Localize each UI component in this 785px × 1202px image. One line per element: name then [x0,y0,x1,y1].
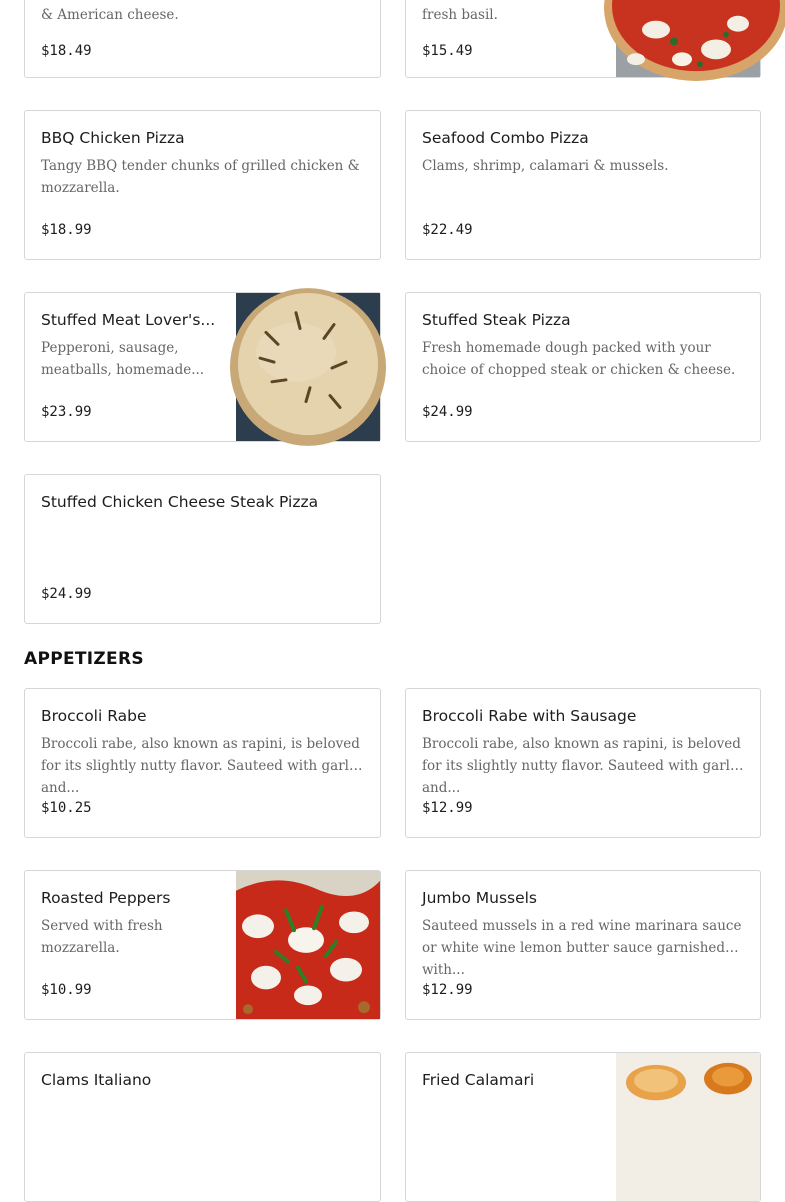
roasted-peppers-image [236,871,380,1019]
item-price: $22.49 [422,222,473,238]
item-description: Broccoli rabe, also known as rapini, is beloved for its slightly nutty flavor. Sauteed with garlic and... [422,736,742,796]
item-name: Roasted Peppers [41,889,171,907]
fried-calamari-image [616,1053,760,1201]
item-name: BBQ Chicken Pizza [41,129,185,147]
section-title-appetizers: APPETIZERS [24,649,144,669]
menu-item-card[interactable] [24,870,381,1020]
item-name: Jumbo Mussels [422,889,538,907]
menu-item-card[interactable] [405,870,761,1020]
item-name: Stuffed Chicken Cheese Steak Pizza [41,493,319,511]
item-description: & American cheese. [41,7,179,23]
menu-item-card[interactable] [24,688,381,838]
item-price: $24.99 [41,586,92,602]
item-description: Clams, shrimp, calamari & mussels. [422,158,669,174]
item-name: Broccoli Rabe with Sausage [422,707,637,725]
menu-item-card[interactable] [405,1052,761,1202]
menu-item-card[interactable] [405,688,761,838]
menu-item-card[interactable] [405,0,761,78]
menu-item-card[interactable] [24,0,381,78]
item-price: $15.49 [422,43,473,59]
item-description: Broccoli rabe, also known as rapini, is beloved for its slightly nutty flavor. Sauteed with garlic and... [41,736,361,796]
item-price: $10.99 [41,982,92,998]
item-price: $23.99 [41,404,92,420]
item-name: Fried Calamari [422,1071,535,1089]
item-description: fresh basil. [422,7,498,23]
item-price: $12.99 [422,800,473,816]
item-price: $18.99 [41,222,92,238]
menu-item-card[interactable] [405,292,761,442]
item-description: Served with fresh mozzarella. [41,918,163,956]
item-name: Clams Italiano [41,1071,152,1089]
menu-item-card[interactable] [24,474,381,624]
item-name: Seafood Combo Pizza [422,129,589,147]
item-name: Stuffed Meat Lover's... [41,311,216,329]
item-name: Stuffed Steak Pizza [422,311,571,329]
item-description: Fresh homemade dough packed with your choice of chopped steak or chicken & cheese. [422,340,736,378]
item-price: $24.99 [422,404,473,420]
item-price: $18.49 [41,43,92,59]
menu-item-card[interactable] [24,292,381,442]
item-name: Broccoli Rabe [41,707,147,725]
item-price: $10.25 [41,800,92,816]
item-price: $12.99 [422,982,473,998]
item-description: Tangy BBQ tender chunks of grilled chicken & mozzarella. [41,158,360,196]
menu-item-card[interactable] [24,1052,381,1202]
item-description: Sauteed mussels in a red wine marinara sauce or white wine lemon butter sauce garnished with... [422,918,742,978]
item-description: Pepperoni, sausage, meatballs, homemade... [41,340,205,378]
margherita-pizza-image [616,0,760,77]
menu-item-card[interactable] [405,110,761,260]
menu-item-card[interactable] [24,110,381,260]
stuffed-pizza-image [236,293,380,441]
